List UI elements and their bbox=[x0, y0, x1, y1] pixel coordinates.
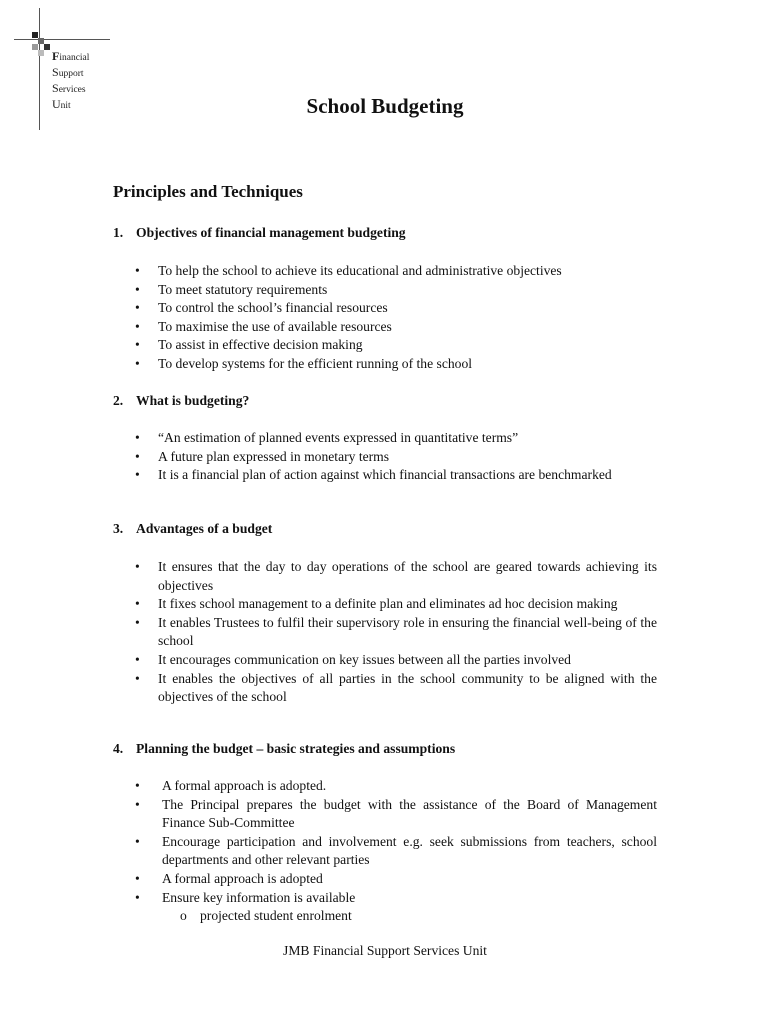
bullet-icon: • bbox=[135, 596, 140, 612]
section-heading-2 bbox=[113, 393, 249, 409]
section-number: 2. bbox=[113, 393, 124, 408]
section-3-list bbox=[135, 558, 657, 707]
list-item: • To help the school to achieve its educational and administrative objectives bbox=[135, 262, 657, 281]
logo-line: Services bbox=[52, 81, 86, 95]
list-item: • It ensures that the day to day operations of the school are geared towards achieving its objectives bbox=[135, 559, 657, 593]
section-title: Objectives of financial management budgeting bbox=[136, 225, 406, 240]
bullet-icon: • bbox=[135, 263, 140, 278]
bullet-icon: • bbox=[135, 670, 140, 686]
section-heading-3 bbox=[113, 521, 272, 537]
logo-horizontal-rule bbox=[14, 39, 110, 40]
bullet-icon: • bbox=[135, 281, 140, 297]
section-2-list bbox=[135, 429, 657, 485]
logo-line: Unit bbox=[52, 97, 71, 111]
bullet-icon: • bbox=[135, 796, 140, 812]
list-item: • It enables the objectives of all parties in the school community to be aligned with the objectives of the school bbox=[135, 670, 657, 705]
bullet-icon: • bbox=[135, 355, 140, 371]
bullet-icon: • bbox=[135, 559, 140, 574]
logo-square bbox=[44, 44, 50, 50]
bullet-icon: • bbox=[135, 651, 140, 667]
page-footer: JMB Financial Support Services Unit bbox=[283, 943, 487, 958]
bullet-icon: • bbox=[135, 778, 140, 793]
section-heading-4 bbox=[113, 741, 455, 757]
section-heading-1 bbox=[113, 225, 406, 241]
list-item: • It encourages communication on key issues between all the parties involved bbox=[135, 651, 657, 670]
logo-line: Support bbox=[52, 65, 84, 79]
list-item: • To develop systems for the efficient running of the school bbox=[135, 355, 657, 374]
bullet-icon: • bbox=[135, 889, 140, 905]
bullet-icon: • bbox=[135, 467, 140, 483]
logo-square bbox=[38, 50, 44, 56]
document-title: School Budgeting bbox=[306, 94, 464, 118]
list-item: • To maximise the use of available resources bbox=[135, 318, 657, 337]
list-item: • It is a financial plan of action against which financial transactions are benchmarked bbox=[135, 466, 657, 485]
sub-list bbox=[180, 907, 657, 926]
sub-list-item: o projected student enrolment bbox=[180, 907, 657, 926]
bullet-icon: • bbox=[135, 833, 140, 849]
circle-bullet-icon: o bbox=[180, 908, 187, 924]
section-1-list bbox=[135, 262, 657, 374]
section-number: 3. bbox=[113, 521, 124, 536]
list-item: • Ensure key information is available o projected student enrolment bbox=[135, 889, 657, 926]
section-title: Advantages of a budget bbox=[136, 521, 273, 536]
section-title: What is budgeting? bbox=[136, 393, 250, 408]
list-item: • The Principal prepares the budget with the assistance of the Board of Management Finance Sub-Committee bbox=[135, 796, 657, 831]
bullet-icon: • bbox=[135, 337, 140, 353]
list-item: • To control the school’s financial resources bbox=[135, 299, 657, 318]
bullet-icon: • bbox=[135, 870, 140, 886]
list-item: • Encourage participation and involvement e.g. seek submissions from teachers, school departments and other relevant parties bbox=[135, 833, 657, 868]
section-title: Planning the budget – basic strategies and assumptions bbox=[136, 741, 456, 756]
list-item: • It fixes school management to a definite plan and eliminates ad hoc decision making bbox=[135, 595, 657, 614]
principles-heading: Principles and Techniques bbox=[113, 182, 303, 201]
bullet-icon: • bbox=[135, 448, 140, 464]
section-number: 4. bbox=[113, 741, 124, 756]
bullet-icon: • bbox=[135, 300, 140, 316]
list-item: • To assist in effective decision making bbox=[135, 336, 657, 355]
list-item: • A future plan expressed in monetary terms bbox=[135, 448, 657, 467]
list-item: • “An estimation of planned events expressed in quantitative terms” bbox=[135, 429, 657, 448]
list-item: • To meet statutory requirements bbox=[135, 281, 657, 300]
section-4-list bbox=[135, 777, 657, 926]
list-item: • It enables Trustees to fulfil their supervisory role in ensuring the financial well-being of the school bbox=[135, 614, 657, 649]
list-item: • A formal approach is adopted bbox=[135, 870, 657, 889]
bullet-icon: • bbox=[135, 430, 140, 445]
bullet-icon: • bbox=[135, 614, 140, 630]
list-item: • A formal approach is adopted. bbox=[135, 777, 657, 796]
section-number: 1. bbox=[113, 225, 124, 240]
bullet-icon: • bbox=[135, 318, 140, 334]
logo-line: Financial bbox=[52, 49, 90, 63]
